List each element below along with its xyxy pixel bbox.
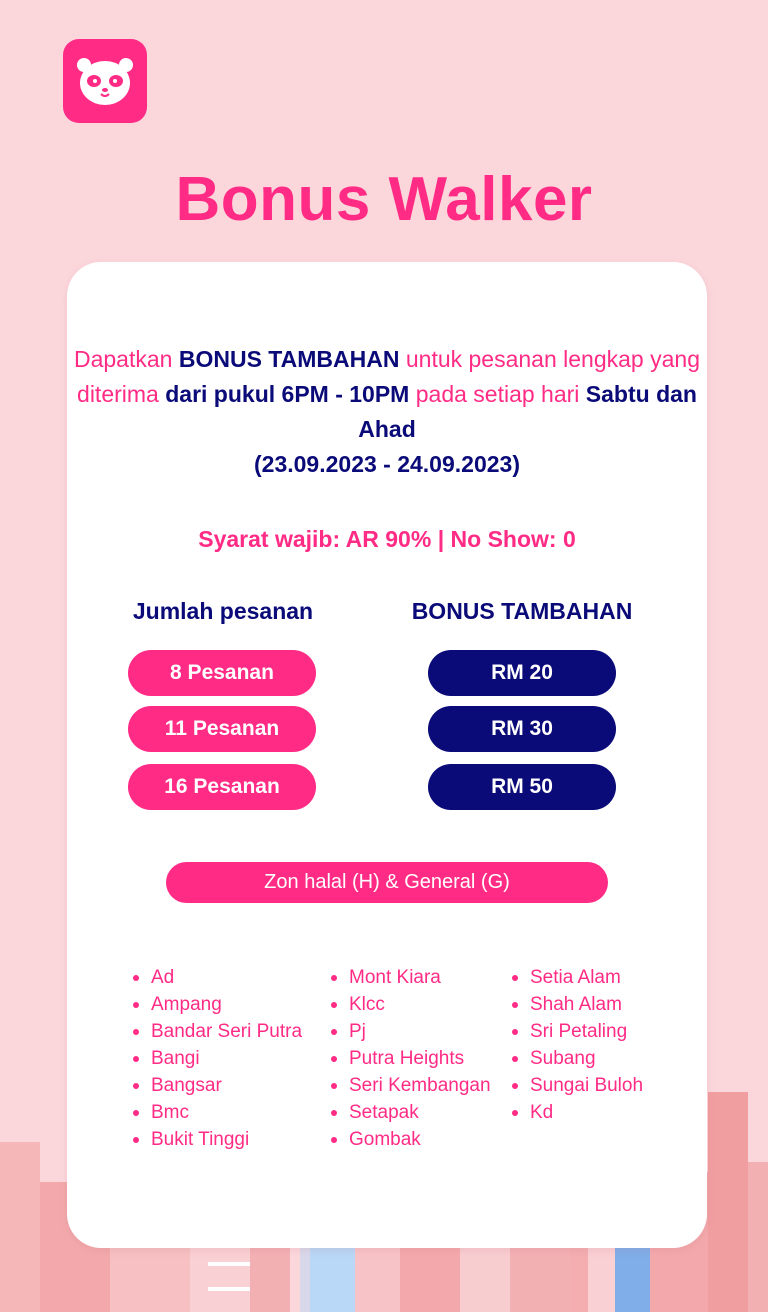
intro-part-3: pada setiap hari	[409, 381, 586, 407]
list-item: Mont Kiara	[331, 964, 491, 991]
list-item: Ampang	[133, 991, 302, 1018]
requirement-text: Syarat wajib: AR 90% | No Show: 0	[198, 526, 576, 552]
page-title: Bonus Walker	[175, 165, 593, 234]
list-item: Gombak	[331, 1126, 491, 1153]
panda-icon	[76, 55, 134, 107]
intro-dates: (23.09.2023 - 24.09.2023)	[254, 451, 520, 477]
intro-part-1: Dapatkan	[73, 346, 179, 372]
list-item: Ad	[133, 964, 302, 991]
list-item: Bandar Seri Putra	[133, 1018, 302, 1045]
bonus-info-card	[67, 262, 707, 1248]
app-logo	[63, 39, 147, 123]
orders-column-heading: Jumlah pesanan	[132, 598, 314, 624]
list-item: Bukit Tinggi	[133, 1126, 302, 1153]
bonus-column-heading: BONUS TAMBAHAN	[411, 598, 633, 624]
list-item: Putra Heights	[331, 1045, 491, 1072]
list-item: Bangi	[133, 1045, 302, 1072]
list-item: Sungai Buloh	[512, 1072, 643, 1099]
tier-bonus-pill: RM 30	[428, 706, 616, 752]
list-item: Bangsar	[133, 1072, 302, 1099]
tier-orders-pill: 8 Pesanan	[128, 650, 316, 696]
intro-part-2: untuk pesanan lengkap yang diterima	[77, 346, 700, 407]
tier-orders-pill: 11 Pesanan	[128, 706, 316, 752]
intro-highlight-bonus: BONUS TAMBAHAN	[178, 346, 400, 372]
tier-orders-pill: 16 Pesanan	[128, 764, 316, 810]
list-item: Bmc	[133, 1099, 302, 1126]
area-list-column-2	[331, 964, 491, 1153]
intro-text	[67, 342, 707, 482]
list-item: Klcc	[331, 991, 491, 1018]
area-list-column-1	[133, 964, 302, 1153]
tier-bonus-pill: RM 50	[428, 764, 616, 810]
zone-label: Zon halal (H) & General (G)	[166, 862, 608, 903]
list-item: Pj	[331, 1018, 491, 1045]
area-list-column-3	[512, 964, 643, 1126]
list-item: Seri Kembangan	[331, 1072, 491, 1099]
intro-highlight-days: Sabtu dan Ahad	[358, 381, 697, 442]
list-item: Setapak	[331, 1099, 491, 1126]
list-item: Shah Alam	[512, 991, 643, 1018]
list-item: Setia Alam	[512, 964, 643, 991]
list-item: Kd	[512, 1099, 643, 1126]
list-item: Sri Petaling	[512, 1018, 643, 1045]
list-item: Subang	[512, 1045, 643, 1072]
tier-bonus-pill: RM 20	[428, 650, 616, 696]
intro-highlight-time: dari pukul 6PM - 10PM	[165, 381, 410, 407]
